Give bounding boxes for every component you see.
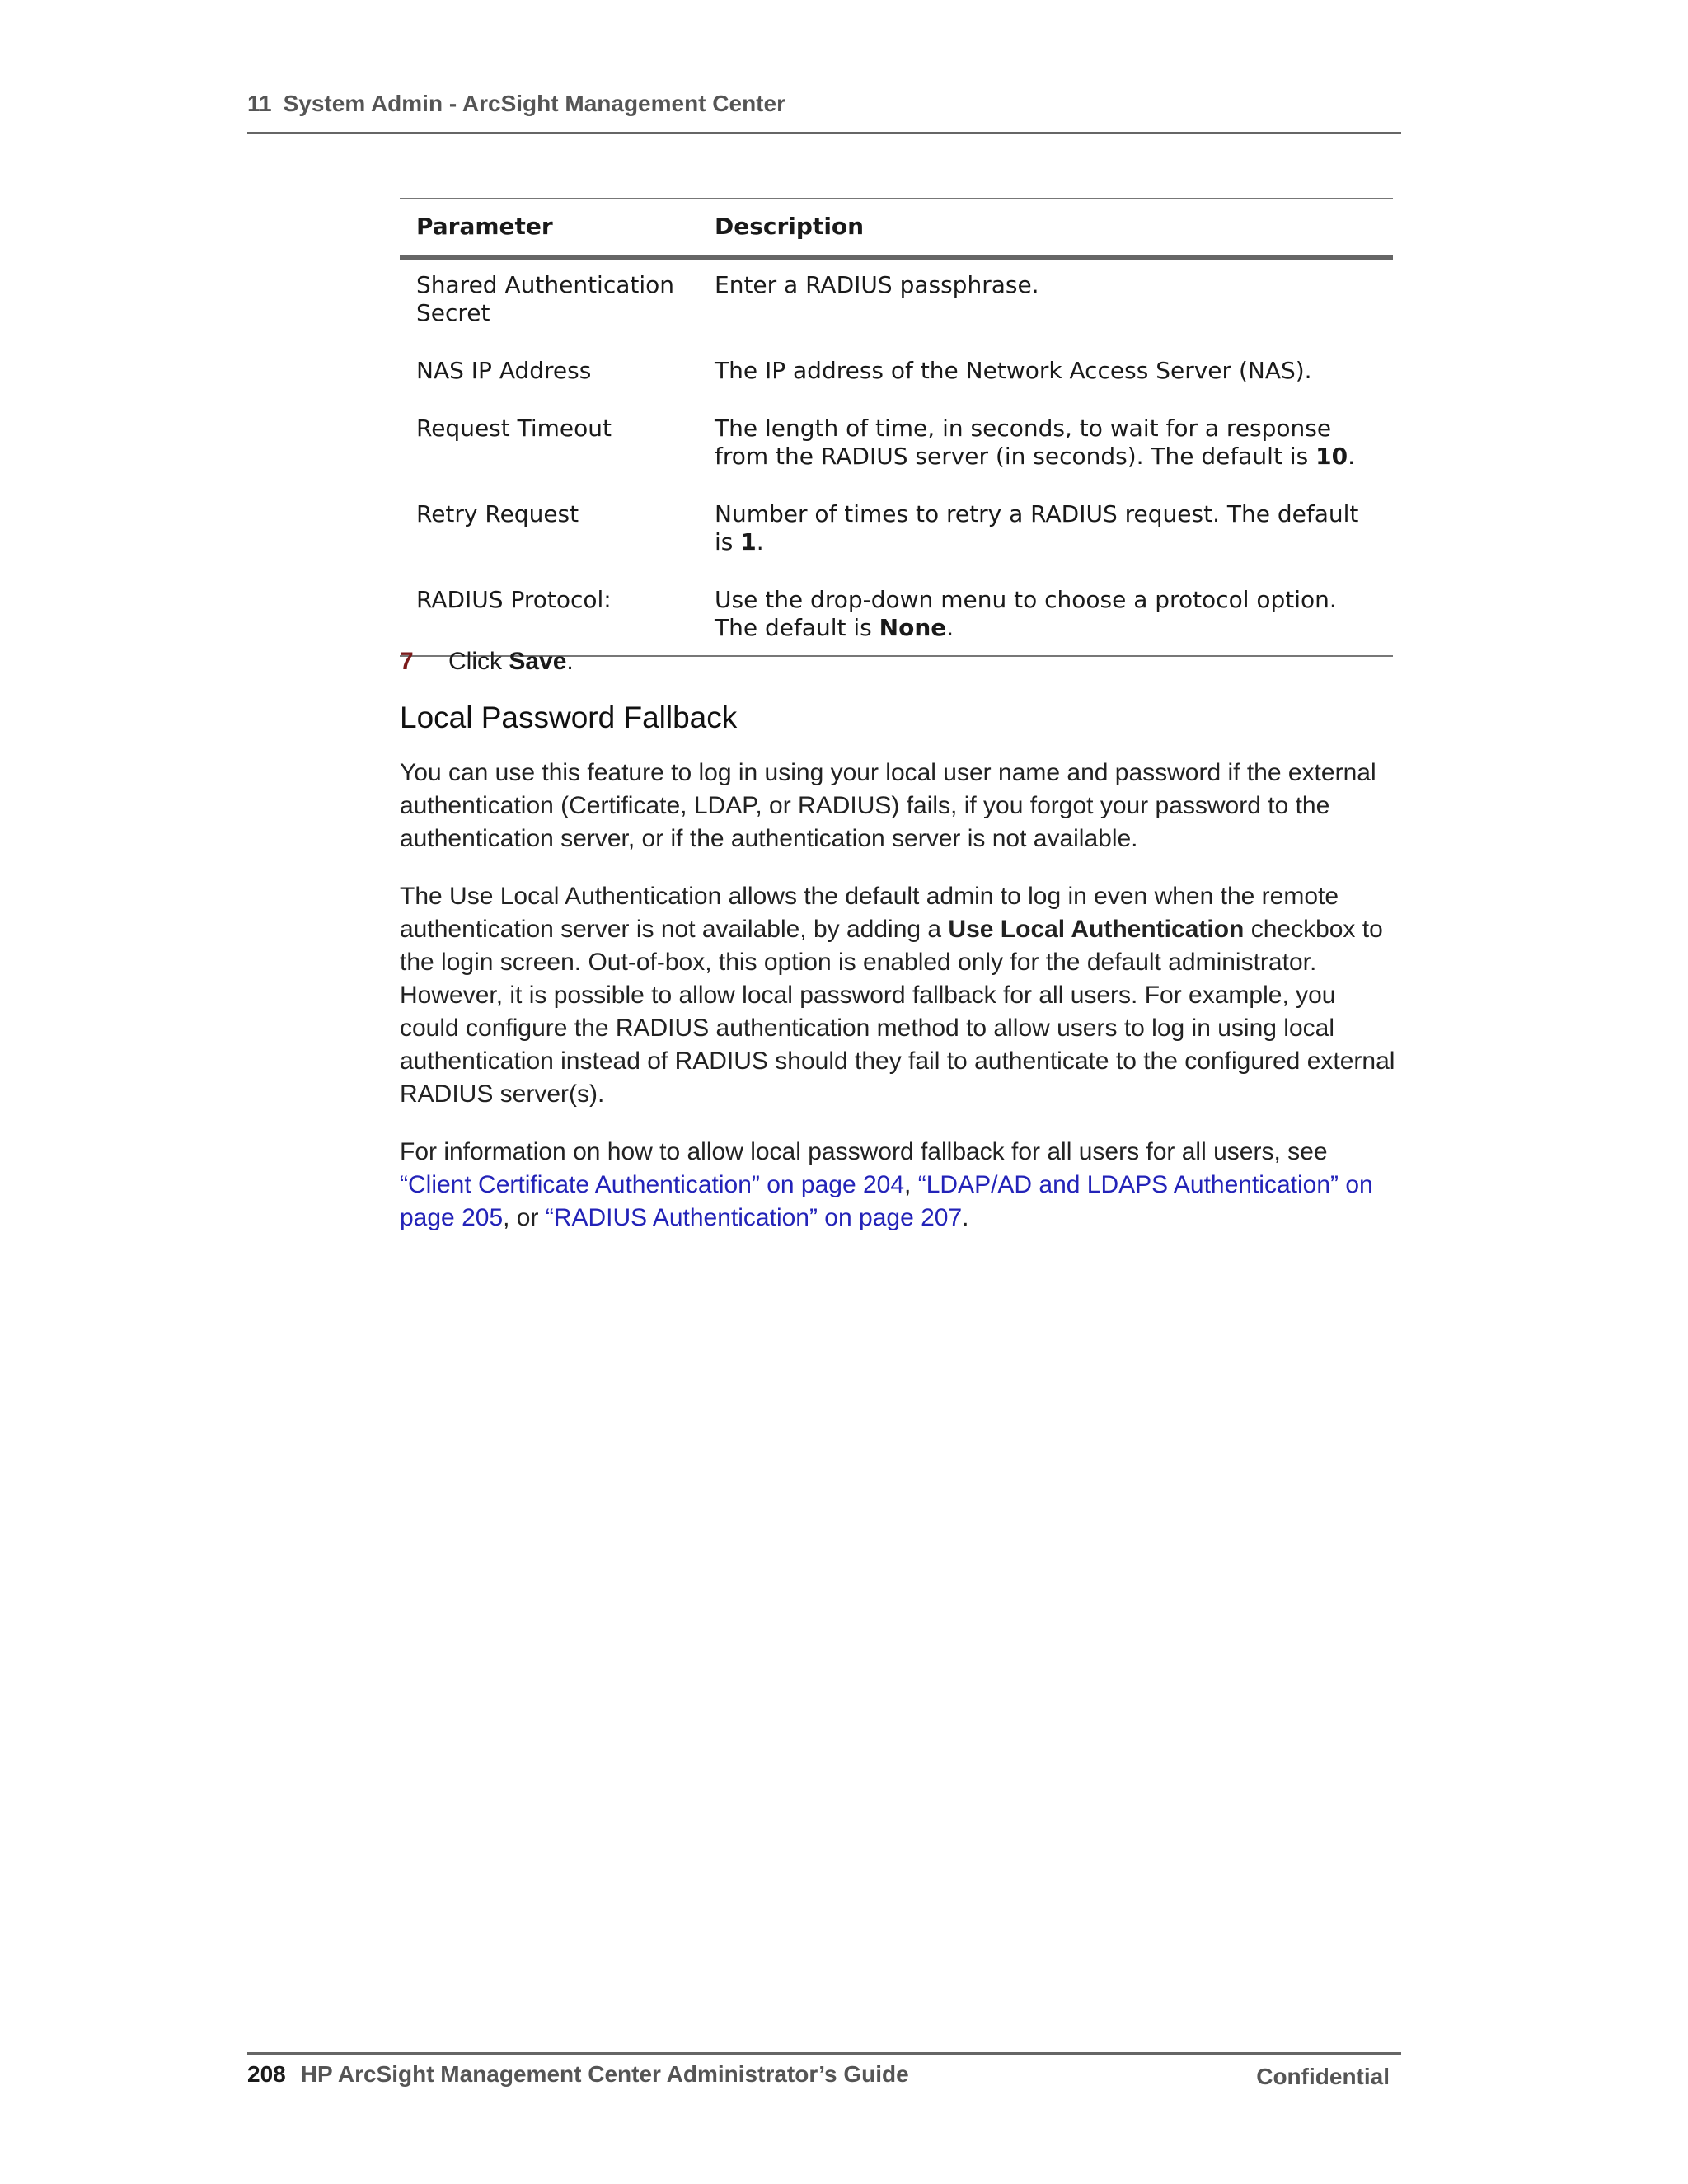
paragraph-text: , or [503,1204,546,1231]
step-text: Click [448,648,509,675]
page-footer [247,2052,1401,2088]
param-cell: Request Timeout [416,415,612,442]
xref-client-certificate-link[interactable]: “Client Certificate Authentication” on page 204 [400,1171,905,1198]
paragraph-text: The Use Local Authentication allows the default admin to log in even when the remote authentication server is not available, by adding a [400,883,1339,943]
param-cell: Shared Authentication Secret [416,271,675,326]
paragraph-references [400,1136,1397,1235]
desc-cell [698,578,1393,656]
page-header [247,91,1401,134]
xref-ldap-link[interactable]: “LDAP/AD and LDAPS Authentication” on page 205 [400,1171,1373,1231]
param-cell: RADIUS Protocol: [416,586,612,613]
ui-term: Use Local Authentication [948,916,1245,943]
paragraph-text: For information on how to allow local password fallback for all users for all users, see [400,1138,1328,1165]
section-heading: Local Password Fallback [400,701,738,734]
default-value: None [879,614,947,641]
chapter-number: 11 [247,91,272,116]
column-header-parameter: Parameter [400,199,698,258]
confidential-label: Confidential [1256,2064,1390,2089]
desc-punct: . [1348,443,1355,470]
table-row [400,492,1393,578]
page-number: 208 [247,2061,286,2087]
table-row [400,406,1393,492]
default-value: 10 [1315,443,1348,470]
param-cell: NAS IP Address [416,357,592,384]
paragraph-intro: You can use this feature to log in using your local user name and password if the external authentication (Certificate, LDAP, or RADIUS) fails, if you forgot your password to the authentication server, or if the authentication server is not available. [400,759,1376,852]
guide-title: HP ArcSight Management Center Administrator’s Guide [300,2061,909,2087]
paragraph-text: , [904,1171,918,1198]
column-header-description: Description [698,199,1393,258]
step-punct: . [566,648,574,675]
desc-punct: . [756,528,764,555]
desc-cell [698,492,1393,578]
param-cell: Retry Request [416,500,579,527]
default-value: 1 [740,528,757,555]
desc-text: Enter a RADIUS passphrase. [715,271,1039,298]
table-row [400,349,1393,406]
desc-punct: . [946,614,954,641]
desc-text: The length of time, in seconds, to wait for a response from the RADIUS server (in seconds). The default is [715,415,1332,470]
table-row [400,578,1393,656]
desc-text: The IP address of the Network Access Server (NAS). [715,357,1312,384]
xref-radius-link[interactable]: “RADIUS Authentication” on page 207 [545,1204,963,1231]
desc-cell [698,258,1393,349]
procedure-step [400,648,574,676]
desc-text: Use the drop-down menu to choose a protocol option. The default is [715,586,1337,641]
step-number: 7 [400,648,414,675]
step-ui-label: Save [509,648,567,675]
desc-cell [698,406,1393,492]
chapter-title: System Admin - ArcSight Management Center [283,91,785,116]
table-row [400,258,1393,349]
parameter-table [400,198,1393,657]
paragraph-details [400,880,1397,1111]
table-header-row [400,199,1393,258]
paragraph-text: . [962,1204,969,1231]
desc-cell [698,349,1393,406]
paragraph-text: checkbox to the login screen. Out-of-box, this option is enabled only for the default administrator. However, it is possible to allow local password fallback for all users. For example, you could configure the RADIUS authentication method to allow users to log in using local authentication instead of RADIUS should they fail to authenticate to the configured external RADIUS server(s). [400,916,1395,1108]
desc-text: Number of times to retry a RADIUS request. The default is [715,500,1359,555]
